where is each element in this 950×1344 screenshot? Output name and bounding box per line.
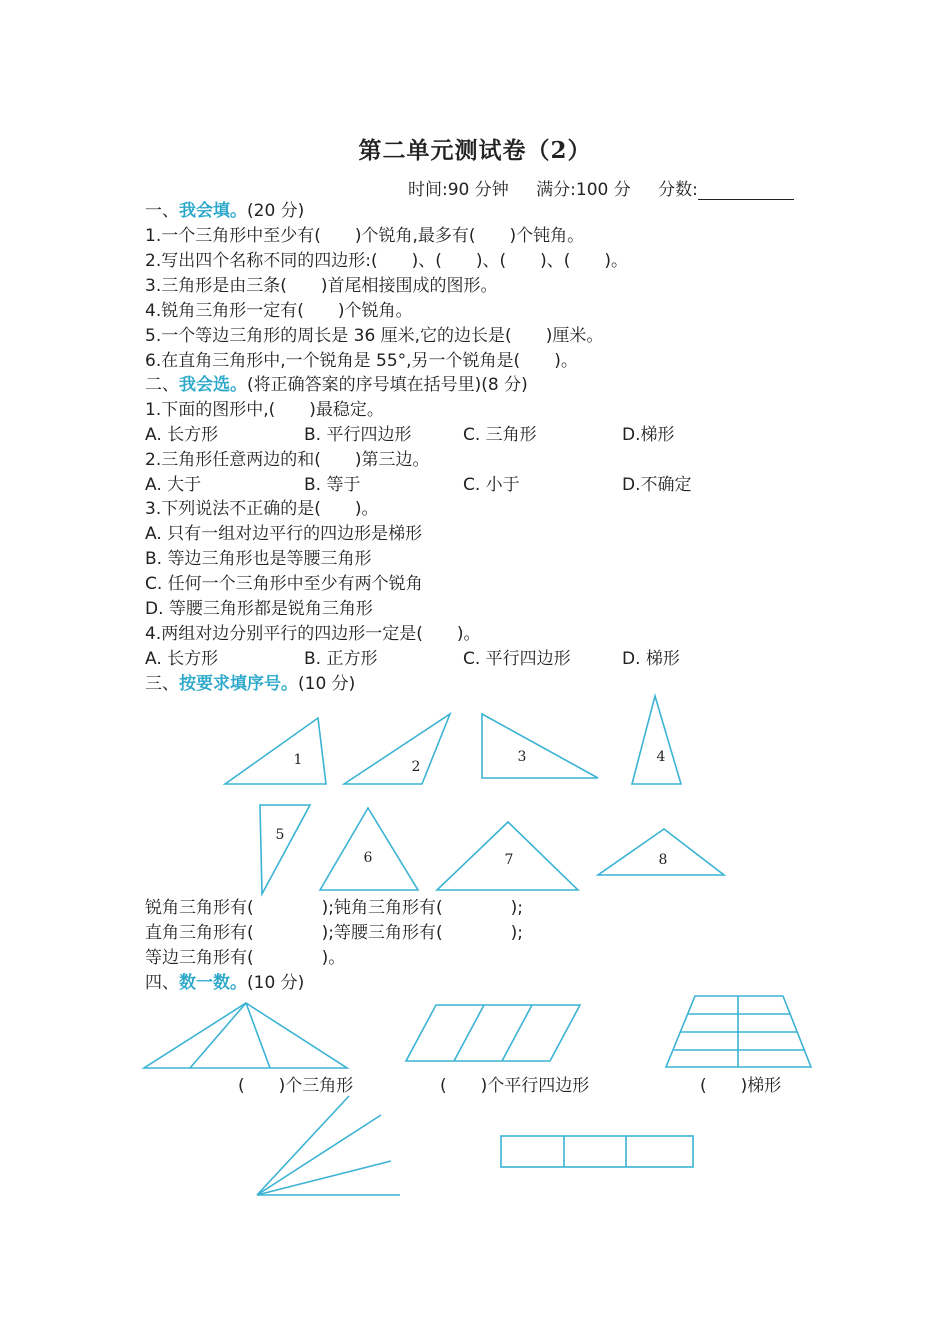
section-title: 我会填。 [179,201,247,221]
question-1-1: 1.一个三角形中至少有( )个锐角,最多有( )个钝角。 [145,226,585,246]
triangle-2-label: 2 [411,759,421,775]
option-c: C. 平行四边形 [463,649,571,669]
triangle-8-label: 8 [658,852,668,868]
option-a: A. 长方形 [145,425,219,445]
section-number: 二、 [145,375,179,395]
option-a: A. 长方形 [145,649,219,669]
count-triangles-figure [144,1003,347,1068]
triangle-4-label: 4 [656,749,666,765]
count-parallelograms-answer: ( )个平行四边形 [440,1076,590,1096]
question-2-4: 4.两组对边分别平行的四边形一定是( )。 [145,624,481,644]
section-number: 四、 [145,973,179,993]
triangle-6-label: 6 [363,850,373,866]
triangle-5 [260,805,310,894]
triangle-3 [482,714,598,778]
question-2-1: 1.下面的图形中,( )最稳定。 [145,400,384,420]
section-title: 按要求填序号。 [179,674,298,694]
section-points: (10 分) [247,973,305,993]
count-trapezoids-answer: ( )梯形 [700,1076,782,1096]
page-title: 第二单元测试卷（2） [358,137,592,164]
question-2-2: 2.三角形任意两边的和( )第三边。 [145,450,430,470]
option-d: D. 等腰三角形都是锐角三角形 [145,599,373,619]
triangle-1 [225,718,326,784]
answer-right-isosceles: 直角三角形有( );等腰三角形有( ); [145,923,523,943]
count-triangles-answer: ( )个三角形 [238,1076,354,1096]
option-b: B. 等边三角形也是等腰三角形 [145,549,372,569]
triangle-3-label: 3 [517,749,527,765]
answer-acute-obtuse: 锐角三角形有( );钝角三角形有( ); [145,898,523,918]
section-title: 数一数。 [179,973,247,993]
option-d: D.不确定 [622,475,692,495]
question-1-6: 6.在直角三角形中,一个锐角是 55°,另一个锐角是( )。 [145,351,578,371]
count-angles-figure [257,1096,400,1195]
triangle-2 [344,714,450,784]
option-d: D. 梯形 [622,649,680,669]
option-d: D.梯形 [622,425,675,445]
count-parallelograms-figure [406,1005,580,1061]
section-title: 我会选。 [179,375,247,395]
option-c: C. 三角形 [463,425,537,445]
option-a: A. 大于 [145,475,202,495]
question-2-3: 3.下列说法不正确的是( )。 [145,499,379,519]
option-a: A. 只有一组对边平行的四边形是梯形 [145,524,423,544]
option-c: C. 小于 [463,475,520,495]
question-1-5: 5.一个等边三角形的周长是 36 厘米,它的边长是( )厘米。 [145,326,604,346]
option-b: B. 正方形 [304,649,378,669]
question-1-3: 3.三角形是由三条( )首尾相接围成的图形。 [145,276,498,296]
section-points: (10 分) [298,674,356,694]
triangle-5-label: 5 [275,827,285,843]
time-limit: 时间:90 分钟 [408,180,509,200]
section-number: 一、 [145,201,179,221]
question-1-4: 4.锐角三角形一定有( )个锐角。 [145,301,413,321]
score-label: 分数: [658,180,698,200]
option-b: B. 等于 [304,475,361,495]
section-points: (20 分) [247,201,305,221]
option-c: C. 任何一个三角形中至少有两个锐角 [145,574,423,594]
count-rectangles-figure [501,1136,693,1167]
triangle-6 [320,808,418,890]
option-b: B. 平行四边形 [304,425,412,445]
question-1-2: 2.写出四个名称不同的四边形:( )、( )、( )、( )。 [145,251,629,271]
full-score: 满分:100 分 [536,180,631,200]
triangle-4 [632,696,681,784]
answer-equilateral: 等边三角形有( )。 [145,948,346,968]
section-number: 三、 [145,674,179,694]
section-4-heading [145,971,304,995]
triangle-1-label: 1 [293,752,303,768]
triangle-7-label: 7 [504,852,514,868]
section-points: (将正确答案的序号填在括号里)(8 分) [247,375,528,395]
